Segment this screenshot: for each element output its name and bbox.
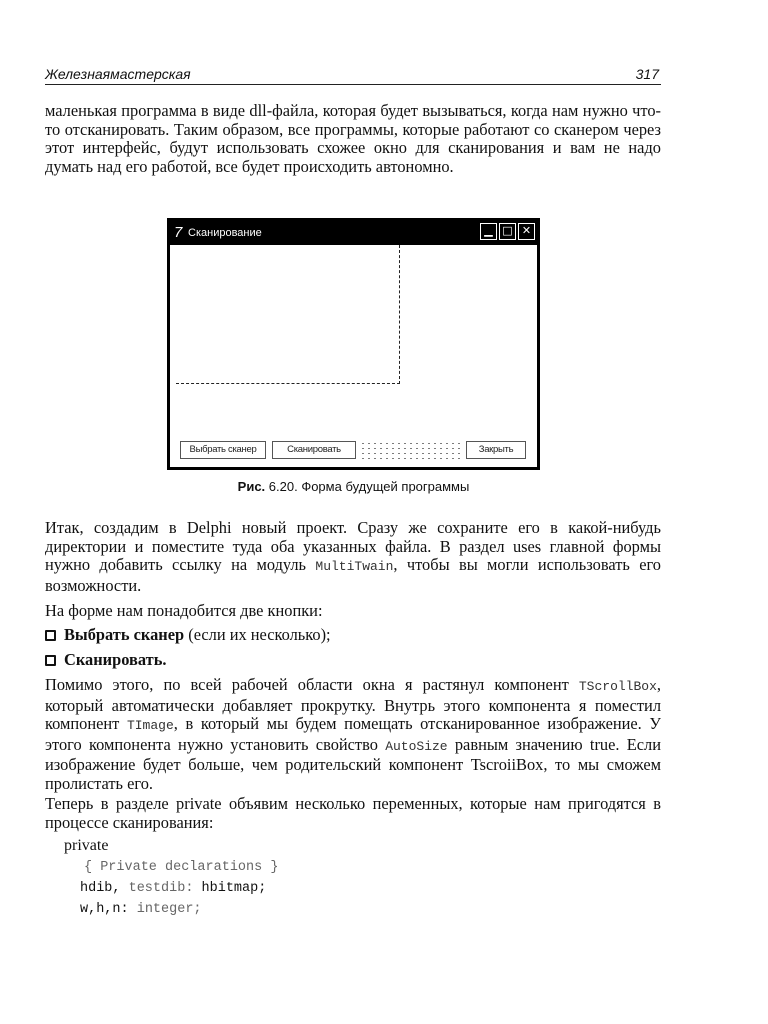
bullet-bold: Выбрать сканер [64, 625, 185, 644]
window-controls [480, 223, 535, 240]
paragraph-delphi [45, 519, 661, 595]
app-icon: 7 [174, 224, 183, 241]
maximize-icon: □ [499, 223, 516, 240]
bullet-bold: Сканировать. [64, 650, 167, 669]
code-comment: { Private declarations } [84, 860, 279, 875]
scan-button: Сканировать [272, 441, 356, 459]
code-testdib: testdib: [128, 881, 202, 896]
component-tscrollbox: TScrollBox [578, 679, 657, 694]
window-client-area [170, 245, 537, 467]
code-line-private: private [64, 837, 109, 854]
code-line-whn [80, 902, 202, 917]
code-hdib: hdib, [80, 881, 129, 896]
select-scanner-button: Выбрать сканер [180, 441, 266, 459]
p4-t1: Помимо этого, по всей рабочей области окна я растянул компонент [45, 675, 579, 694]
paragraph-components [45, 676, 661, 793]
code-line-hdib [80, 881, 266, 896]
paragraph-private: Теперь в разделе private объявим несколько переменных, которые нам пригодятся в процессе сканирования: [45, 794, 661, 832]
page-number: 317 [635, 66, 659, 82]
window-titlebar [170, 221, 537, 245]
code-line-comment [84, 860, 278, 875]
paragraph-delphi-text-a: Итак, создадим в Delphi новый проект. Сразу же сохраните его в какой-нибудь директории и поместите туда оба указанных файла. В раздел uses главной формы нужно добавить ссылку на модуль [45, 518, 661, 574]
bullet-item [45, 651, 166, 670]
scrollbox-image-area [176, 245, 400, 384]
component-timage: TImage [126, 718, 174, 733]
bullet-item [45, 626, 331, 645]
caption-label: Рис. [237, 479, 266, 494]
paragraph-buttons: На форме нам понадобится две кнопки: [45, 601, 323, 620]
property-autosize: AutoSize [385, 738, 448, 754]
paragraph-intro: маленькая программа в виде dll-файла, которая будет вызываться, когда нам нужно что-то отсканировать. Таким образом, все программы, которые работают со сканером через этот интерфейс, будут использовать схожее окно для сканирования и вам не надо думать над его работой, все будет происходить автономно. [45, 101, 661, 176]
figure-form-window [167, 218, 540, 470]
close-button: Закрыть [466, 441, 526, 459]
minimize-icon: ▁ [480, 223, 497, 240]
module-name: MultiTwain [315, 559, 394, 574]
bullet-box-icon [45, 655, 56, 666]
bullet-box-icon [45, 630, 56, 641]
code-hbitmap: hbitmap; [201, 881, 267, 896]
code-whn: w,h,n: [80, 902, 137, 917]
code-integer: integer; [136, 902, 202, 917]
window-title: Сканирование [188, 227, 262, 239]
header-title: Железнаямастерская [45, 66, 191, 82]
dotted-placeholder [360, 441, 460, 459]
p4-t4: равным значению true. Если изображение будет больше, чем родительский компонент TscroiiBox, то мы сможем пролистать его. [45, 734, 661, 793]
figure-caption [0, 479, 707, 494]
p4-t3: , в который мы будем помещать отсканированное изображение. У этого компонента нужно установить свойство [45, 714, 661, 754]
p4-t2: , который автоматически добавляет прокрутку. Внутрь этого компонента я поместил компонент [45, 675, 661, 733]
caption-text: 6.20. Форма будущей программы [268, 479, 470, 494]
button-bar [170, 441, 537, 463]
paragraph-delphi-text-b: , чтобы вы могли использовать его возможности. [45, 555, 661, 595]
bullet-rest: (если их несколько); [184, 625, 331, 644]
close-icon: ✕ [518, 223, 535, 240]
running-header [45, 64, 661, 85]
